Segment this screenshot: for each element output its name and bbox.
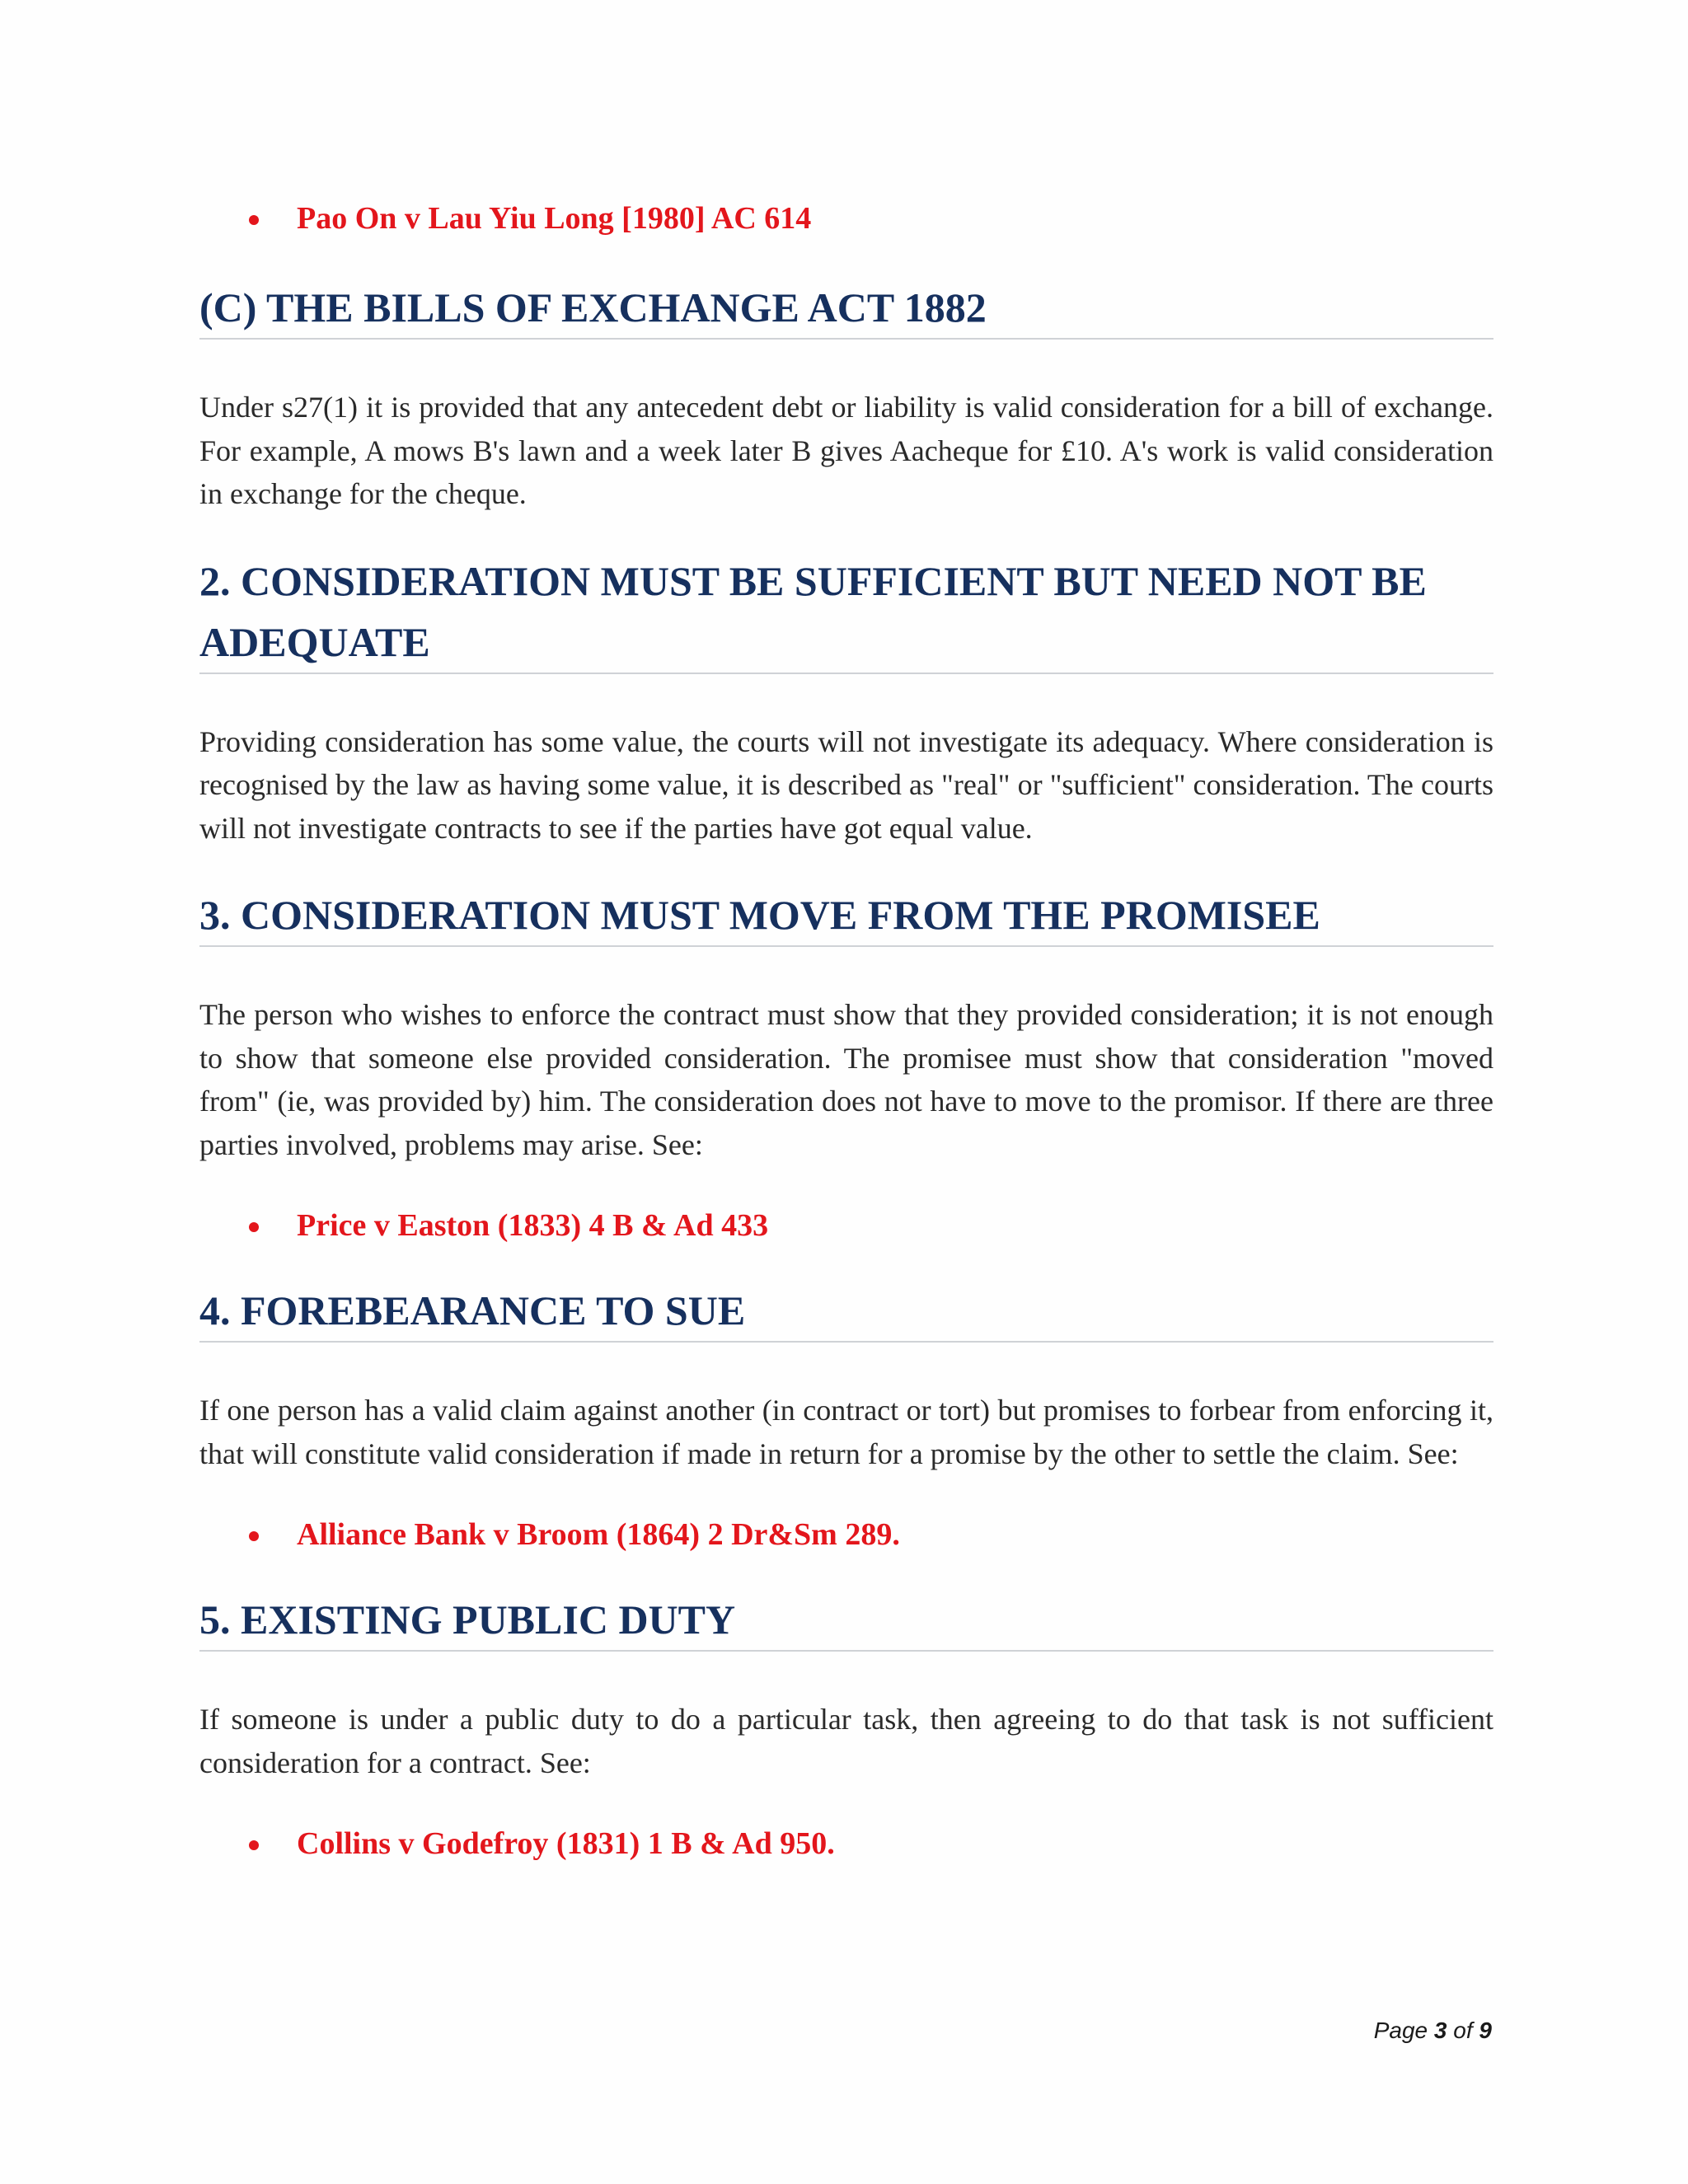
total-pages-number: 9	[1479, 2018, 1492, 2043]
case-list-forebearance	[199, 1511, 1493, 1558]
bullet-icon	[249, 215, 259, 225]
case-citation-text: Alliance Bank v Broom (1864) 2 Dr&Sm 289.	[297, 1517, 900, 1552]
page-word: Page	[1373, 2018, 1428, 2043]
page-content	[199, 198, 1493, 1867]
bullet-icon	[249, 1840, 259, 1850]
bullet-icon	[249, 1222, 259, 1232]
section-heading-move-from-promisee: 3. CONSIDERATION MUST MOVE FROM THE PROMISEE	[199, 884, 1493, 947]
case-citation-price-v-easton	[199, 1202, 1493, 1249]
case-list-promisee	[199, 1202, 1493, 1249]
case-citation-text: Pao On v Lau Yiu Long [1980] AC 614	[297, 201, 812, 236]
of-word: of	[1453, 2018, 1473, 2043]
page-number-footer	[1374, 2018, 1492, 2044]
paragraph-bills-of-exchange: Under s27(1) it is provided that any antecedent debt or liability is valid consideration for a bill of exchange. For example, A mows B's lawn and a week later B gives Aacheque for £10. A's work is valid consideration in exchange for the cheque.	[199, 391, 1493, 510]
current-page-number: 3	[1433, 2018, 1447, 2043]
section-heading-public-duty: 5. EXISTING PUBLIC DUTY	[199, 1589, 1493, 1652]
section-heading-forebearance: 4. FOREBEARANCE TO SUE	[199, 1280, 1493, 1343]
case-citation-alliance-bank	[199, 1511, 1493, 1558]
case-citation-collins-v-godefroy	[199, 1821, 1493, 1867]
section-heading-bills-of-exchange: (C) THE BILLS OF EXCHANGE ACT 1882	[199, 277, 1493, 340]
case-list-public-duty	[199, 1821, 1493, 1867]
case-citation-text: Price v Easton (1833) 4 B & Ad 433	[297, 1208, 769, 1243]
case-citation-pao-on	[199, 195, 1493, 241]
bullet-icon	[249, 1531, 259, 1541]
case-list-top	[199, 195, 1493, 241]
paragraph-sufficient-consideration: Providing consideration has some value, the courts will not investigate its adequacy. Where consideration is recognised by the law as having some value, it is described as "real" or "sufficient" consideration. The courts will not investigate contracts to see if the parties have got equal value.	[199, 724, 1493, 845]
section-heading-sufficient-consideration: 2. CONSIDERATION MUST BE SUFFICIENT BUT NEED NOT BE ADEQUATE	[199, 551, 1493, 674]
paragraph-move-from-promisee: The person who wishes to enforce the contract must show that they provided consideration; it is not enough to show that someone else provided consideration. The promisee must show that consideration "moved from" (ie, was provided by) him. The consideration does not have to move to the promisor. If there are three parties involved, problems may arise. See:	[199, 998, 1493, 1161]
case-citation-text: Collins v Godefroy (1831) 1 B & Ad 950.	[297, 1826, 835, 1861]
paragraph-forebearance: If one person has a valid claim against another (in contract or tort) but promises to forbear from enforcing it, that will constitute valid consideration if made in return for a promise by the other to settle the claim. See:	[199, 1394, 1493, 1470]
paragraph-public-duty: If someone is under a public duty to do a particular task, then agreeing to do that task is not sufficient consideration for a contract. See:	[199, 1703, 1493, 1779]
